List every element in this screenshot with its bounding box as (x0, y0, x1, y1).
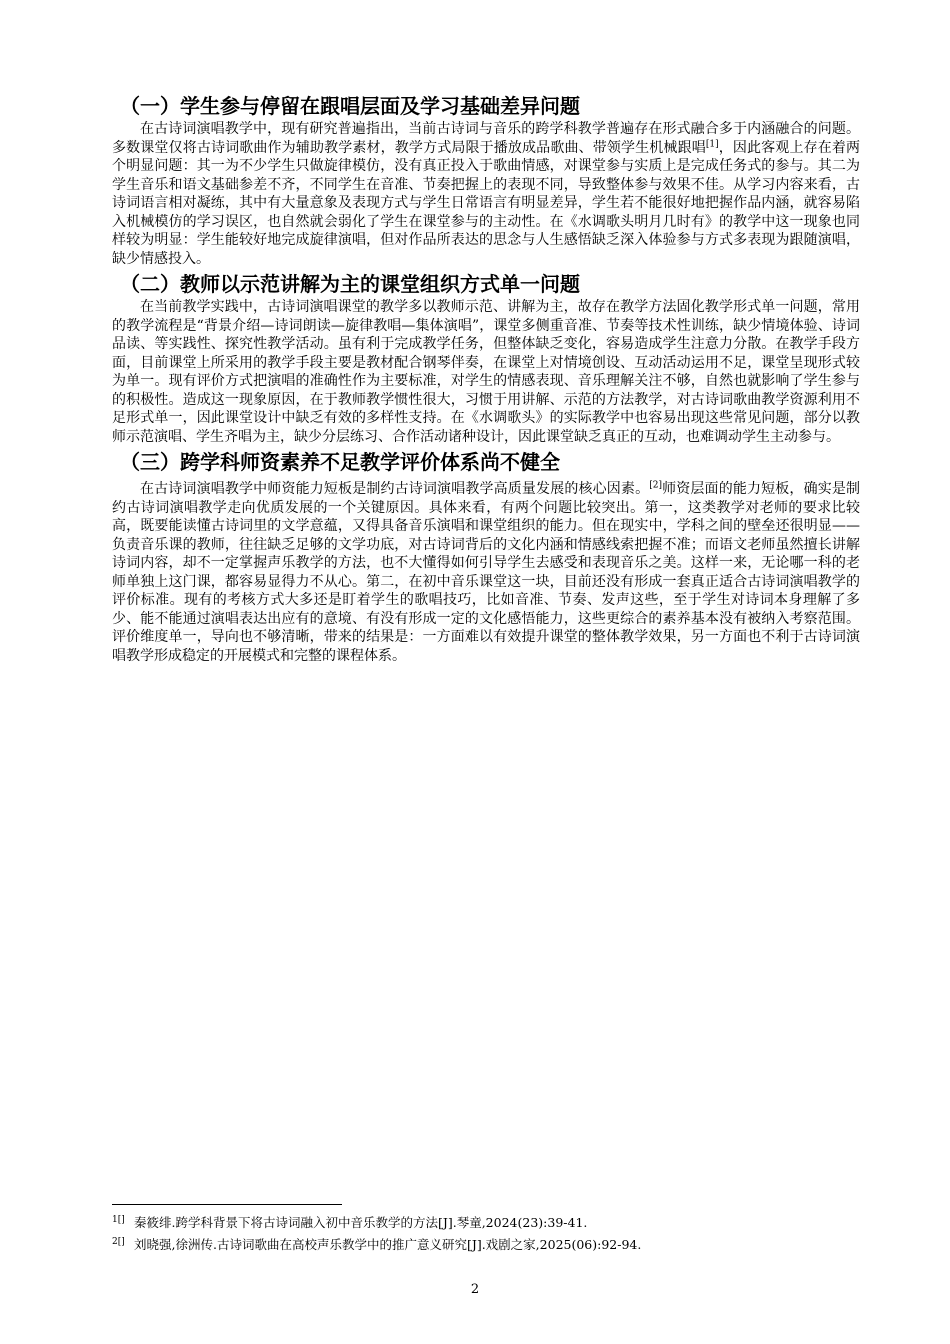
section-1-text-a: 在古诗词演唱教学中，现有研究普遍指出，当前古诗词与音乐的跨学科教学普遍存在形式融合多于内涵融合的问题。多数课堂仅将古诗词歌曲作为辅助教学素材，教学方式局限于播放成品歌曲、带领学生机械跟唱 (112, 121, 860, 156)
section-1-paragraph (112, 120, 860, 268)
section-2-heading: （二）教师以示范讲解为主的课堂组织方式单一问题 (120, 272, 580, 296)
section-1-heading: （一）学生参与停留在跟唱层面及学习基础差异问题 (120, 94, 580, 118)
citation-1[interactable]: [1] (705, 138, 719, 149)
footnote-2-text: 刘晓强,徐洲传.古诗词歌曲在高校声乐教学中的推广意义研究[J].戏剧之家,2025(06):92-94. (134, 1237, 642, 1252)
section-2-paragraph: 在当前教学实践中，古诗词演唱课堂的教学多以教师示范、讲解为主，故存在教学方法固化教学形式单一问题，常用的教学流程是“背景介绍—诗词朗读—旋律教唱—集体演唱”，课堂多侧重音准、节奏等技术性训练，缺少情境体验、诗词品读、等实践性、探究性教学活动。虽有利于完成教学任务，但整体缺乏变化，容易造成学生注意力分散。在教学手段方面，目前课堂上所采用的教学手段主要是教材配合钢琴伴奏，在课堂上对情境创设、互动活动运用不足，课堂呈现形式较为单一。现有评价方式把演唱的准确性作为主要标准，对学生的情感表现、音乐理解关注不够，自然也就影响了学生参与的积极性。造成这一现象原因，在于教师教学惯性很大，习惯于用讲解、示范的方法教学，对古诗词歌曲教学资源利用不足形式单一，因此课堂设计中缺乏有效的多样性支持。在《水调歌头》的实际教学中也容易出现这些常见问题，部分以教师示范演唱、学生齐唱为主，缺少分层练习、合作活动诸种设计，因此课堂缺乏真正的互动，也难调动学生主动参与。 (112, 299, 860, 445)
section-3-text-b: 师资层面的能力短板，确实是制约古诗词演唱教学走向优质发展的一个关键原因。具体来看，有两个问题比较突出。第一，这类教学对老师的要求比较高，既要能读懂古诗词里的文学意蕴，又得具备音乐演唱和课堂组织的能力。但在现实中，学科之间的壁垒还很明显——负责音乐课的教师，往往缺乏足够的文学功底，对古诗词背后的文化内涵和情感线索把握不准；而语文老师虽然擅长讲解诗词内容，却不一定掌握声乐教学的方法，也不大懂得如何引导学生去感受和表现音乐之美。这样一来，无论哪一科的老师单独上这门课，都容易显得力不从心。第二，在初中音乐课堂这一块，目前还没有形成一套真正适合古诗词演唱教学的评价标准。现有的考核方式大多还是盯着学生的歌唱技巧，比如音准、节奏、发声这些，至于学生对诗词本身理解了多少、能不能通过演唱表达出应有的意境、有没有形成一定的文化感悟能力，这些更综合的素养基本没有被纳入考察范围。评价维度单一，导向也不够清晰，带来的结果是：一方面难以有效提升课堂的整体教学效果，另一方面也不利于古诗词演唱教学形成稳定的开展模式和完整的课程体系。 (112, 481, 860, 664)
citation-2[interactable]: [2] (649, 480, 662, 491)
footnotes (112, 1212, 872, 1256)
footnote-1-text: 秦筱绯.跨学科背景下将古诗词融入初中音乐教学的方法[J].琴童,2024(23):39-41. (134, 1215, 588, 1230)
footnote-separator (112, 1204, 342, 1205)
body-content (112, 92, 860, 665)
page-number: 2 (470, 1282, 480, 1297)
section-3-text-a: 在古诗词演唱教学中师资能力短板是制约古诗词演唱教学高质量发展的核心因素。 (140, 481, 650, 497)
section-3-heading: （三）跨学科师资素养不足教学评价体系尚不健全 (120, 450, 560, 474)
footnote-1: 1[] 秦筱绯.跨学科背景下将古诗词融入初中音乐教学的方法[J].琴童,2024(23):39-41. (112, 1214, 588, 1230)
section-3-paragraph (112, 480, 860, 665)
footnote-2: 2[] 刘晓强,徐洲传.古诗词歌曲在高校声乐教学中的推广意义研究[J].戏剧之家,2025(06):92-94. (112, 1236, 642, 1252)
section-1-text-b: ，因此客观上存在着两个明显问题：其一为不少学生只做旋律模仿，没有真正投入于歌曲情感，对课堂参与实质上是完成任务式的参与。其二为学生音乐和语文基础参差不齐，不同学生在音准、节奏把握上的表现不同，导致整体参与效果不佳。从学习内容来看，古诗词语言相对凝练，其中有大量意象及表现方式与学生日常语言有明显差异，学生若不能很好地把握作品内涵，就容易陷入机械模仿的学习误区，也自然就会弱化了学生在课堂参与的主动性。在《水调歌头明月几时有》的教学中这一现象也同样较为明显：学生能较好地完成旋律演唱，但对作品所表达的思念与人生感悟缺乏深入体验参与方式多表现为跟随演唱，缺少情感投入。 (112, 139, 861, 267)
